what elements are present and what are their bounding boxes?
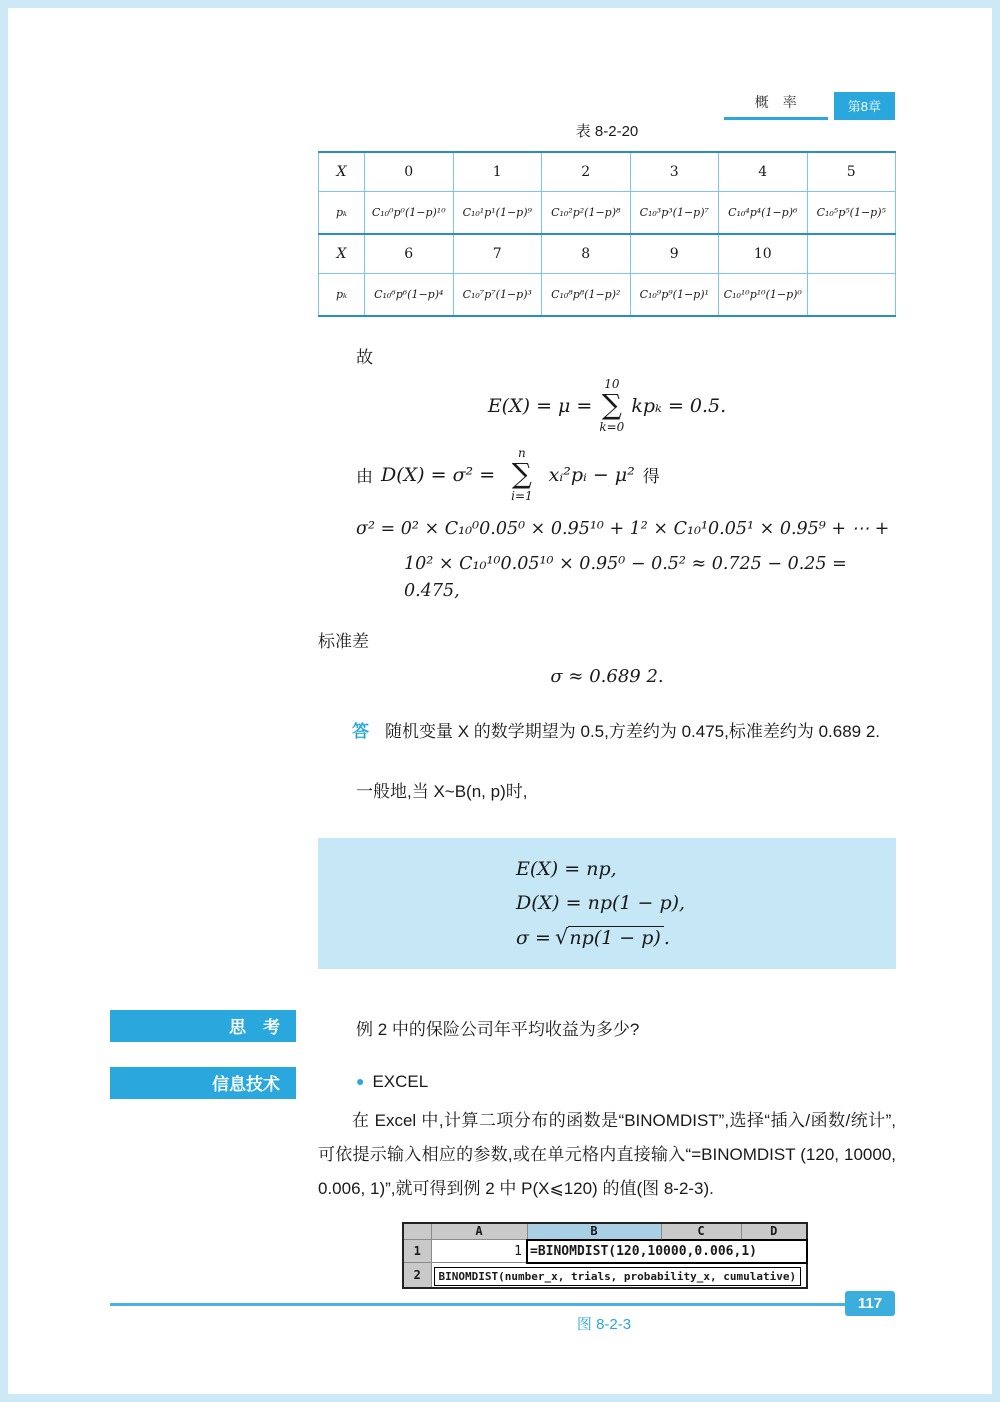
- table-row-x1: [319, 152, 896, 191]
- connector-text: 故: [356, 348, 373, 367]
- table-cell: C₁₀³p³(1−p)⁷: [630, 191, 719, 234]
- table-cell: 3: [630, 152, 719, 191]
- table-header-pk: pₖ: [319, 191, 365, 234]
- cell-a1: 1: [431, 1240, 527, 1263]
- summation: [511, 447, 533, 502]
- it-label-badge: 信息技术: [110, 1067, 296, 1099]
- table-cell: 4: [719, 152, 808, 191]
- function-tooltip: BINOMDIST(number_x, trials, probability_x, cumulative): [434, 1267, 802, 1286]
- table-cell: 6: [365, 234, 454, 273]
- table-cell: C₁₀⁰p⁰(1−p)¹⁰: [365, 191, 454, 234]
- table-row-p1: [319, 191, 896, 234]
- sum-lower-limit: i=1: [511, 489, 533, 503]
- suffix-text: 得: [642, 467, 660, 486]
- computation-line-2: 10² × C₁₀¹⁰0.05¹⁰ × 0.95⁰ − 0.5² ≈ 0.725 − 0.25 = 0.475,: [404, 554, 847, 602]
- think-question: 例 2 中的保险公司年平均收益为多少?: [356, 1019, 640, 1039]
- prefix-text: 由: [356, 467, 373, 486]
- function-tooltip-cell: [431, 1263, 807, 1288]
- header-chapter-badge: 第8章: [834, 92, 895, 120]
- excel-heading: [356, 1072, 896, 1092]
- table-cell: C₁₀⁴p⁴(1−p)⁶: [719, 191, 808, 234]
- column-header-d: D: [741, 1223, 807, 1240]
- sum-upper-limit: 10: [604, 377, 620, 391]
- table-header-x: X: [319, 152, 365, 191]
- column-header-c: C: [661, 1223, 741, 1240]
- radicand: np(1 − p): [568, 926, 663, 949]
- it-paragraph: 在 Excel 中,计算二项分布的函数是“BINOMDIST”,选择“插入/函数/统计”,可依提示输入相应的参数,或在单元格内直接输入“=BINOMDIST (120, 10000, 0.006, 1)”,就可得到例 2 中 P(X⩽120) 的值(图 8-2-3).: [318, 1110, 896, 1198]
- table-cell: C₁₀⁷p⁷(1−p)³: [453, 273, 542, 316]
- think-section: [229, 1015, 896, 1040]
- table-cell: 10: [719, 234, 808, 273]
- column-header-a: A: [431, 1223, 527, 1240]
- answer-paragraph: [318, 715, 896, 748]
- formula-period: .: [663, 926, 670, 949]
- table-row-x2: [319, 234, 896, 273]
- sigma-symbol: ∑: [511, 457, 532, 490]
- table-cell: C₁₀⁵p⁵(1−p)⁵: [807, 191, 896, 234]
- textbook-page: [8, 8, 992, 1394]
- sheet-corner-cell: [403, 1223, 431, 1240]
- table-cell: 9: [630, 234, 719, 273]
- row-number-2: 2: [403, 1263, 431, 1288]
- table-cell: 1: [453, 152, 542, 191]
- std-deviation-label: 标准差: [318, 632, 369, 652]
- excel-grid: [402, 1222, 808, 1289]
- table-cell: 5: [807, 152, 896, 191]
- table-cell: 7: [453, 234, 542, 273]
- column-header-b: B: [527, 1223, 661, 1240]
- std-deviation-result: σ ≈ 0.689 2.: [550, 666, 664, 688]
- bullet-icon: ●: [356, 1072, 365, 1089]
- formula-rhs: xᵢ²pᵢ − μ²: [548, 463, 635, 486]
- table-cell: C₁₀¹⁰p¹⁰(1−p)⁰: [719, 273, 808, 316]
- highlight-formula-box: [318, 838, 896, 969]
- table-cell: 8: [542, 234, 631, 273]
- table-header-pk: pₖ: [319, 273, 365, 316]
- formula-expectation: E(X) = np,: [516, 857, 617, 880]
- formula-rhs: kpₖ = 0.5.: [631, 394, 727, 417]
- excel-heading-text: EXCEL: [372, 1071, 429, 1091]
- sigma-symbol: ∑: [601, 388, 622, 421]
- table-cell: C₁₀⁹p⁹(1−p)¹: [630, 273, 719, 316]
- table-title: 表 8-2-20: [575, 123, 639, 140]
- header-subject-label: 概 率: [724, 92, 828, 120]
- computation-line-1: σ² = 0² × C₁₀⁰0.05⁰ × 0.95¹⁰ + 1² × C₁₀¹0.05¹ × 0.95⁹ + ⋯ +: [356, 519, 890, 539]
- variance-computation: [318, 516, 896, 605]
- think-label-badge: 思 考: [110, 1010, 296, 1042]
- table-row-p2: [319, 273, 896, 316]
- figure-caption: 图 8-2-3: [576, 1315, 632, 1333]
- page-footer: [110, 1291, 895, 1319]
- table-cell: C₁₀²p²(1−p)⁸: [542, 191, 631, 234]
- answer-text: 随机变量 X 的数学期望为 0.5,方差约为 0.475,标准差约为 0.689 2.: [385, 722, 881, 742]
- table-header-x: X: [319, 234, 365, 273]
- formula-lhs: σ =: [516, 926, 551, 949]
- sum-lower-limit: k=0: [599, 420, 625, 434]
- footer-divider: [110, 1303, 895, 1306]
- sum-upper-limit: n: [518, 446, 526, 460]
- distribution-table: [318, 151, 896, 317]
- table-cell: 2: [542, 152, 631, 191]
- formula-lhs: E(X) = μ =: [487, 394, 593, 417]
- expectation-formula: [318, 378, 896, 433]
- sheet-row-1: [403, 1240, 807, 1263]
- table-cell: C₁₀⁶p⁶(1−p)⁴: [365, 273, 454, 316]
- formula-std-deviation: [516, 920, 896, 955]
- main-content: [212, 8, 896, 1334]
- information-technology-section: [212, 1071, 896, 1206]
- general-statement: 一般地,当 X~B(n, p)时,: [356, 781, 528, 801]
- table-cell: 0: [365, 152, 454, 191]
- variance-formula-line: [356, 447, 896, 502]
- cell-b1-formula: =BINOMDIST(120,10000,0.006,1): [527, 1240, 807, 1263]
- summation: [599, 378, 624, 433]
- radical-sign: √: [554, 924, 569, 949]
- formula-variance: D(X) = np(1 − p),: [516, 891, 686, 914]
- sheet-row-2: [403, 1263, 807, 1288]
- row-number-1: 1: [403, 1240, 431, 1263]
- table-cell: C₁₀⁸p⁸(1−p)²: [542, 273, 631, 316]
- table-cell: [807, 273, 896, 316]
- sheet-header-row: [403, 1223, 807, 1240]
- formula-lhs: D(X) = σ² =: [381, 463, 496, 486]
- table-cell: [807, 234, 896, 273]
- page-number-badge: 117: [845, 1291, 895, 1316]
- table-cell: C₁₀¹p¹(1−p)⁹: [453, 191, 542, 234]
- answer-label: 答: [352, 722, 369, 742]
